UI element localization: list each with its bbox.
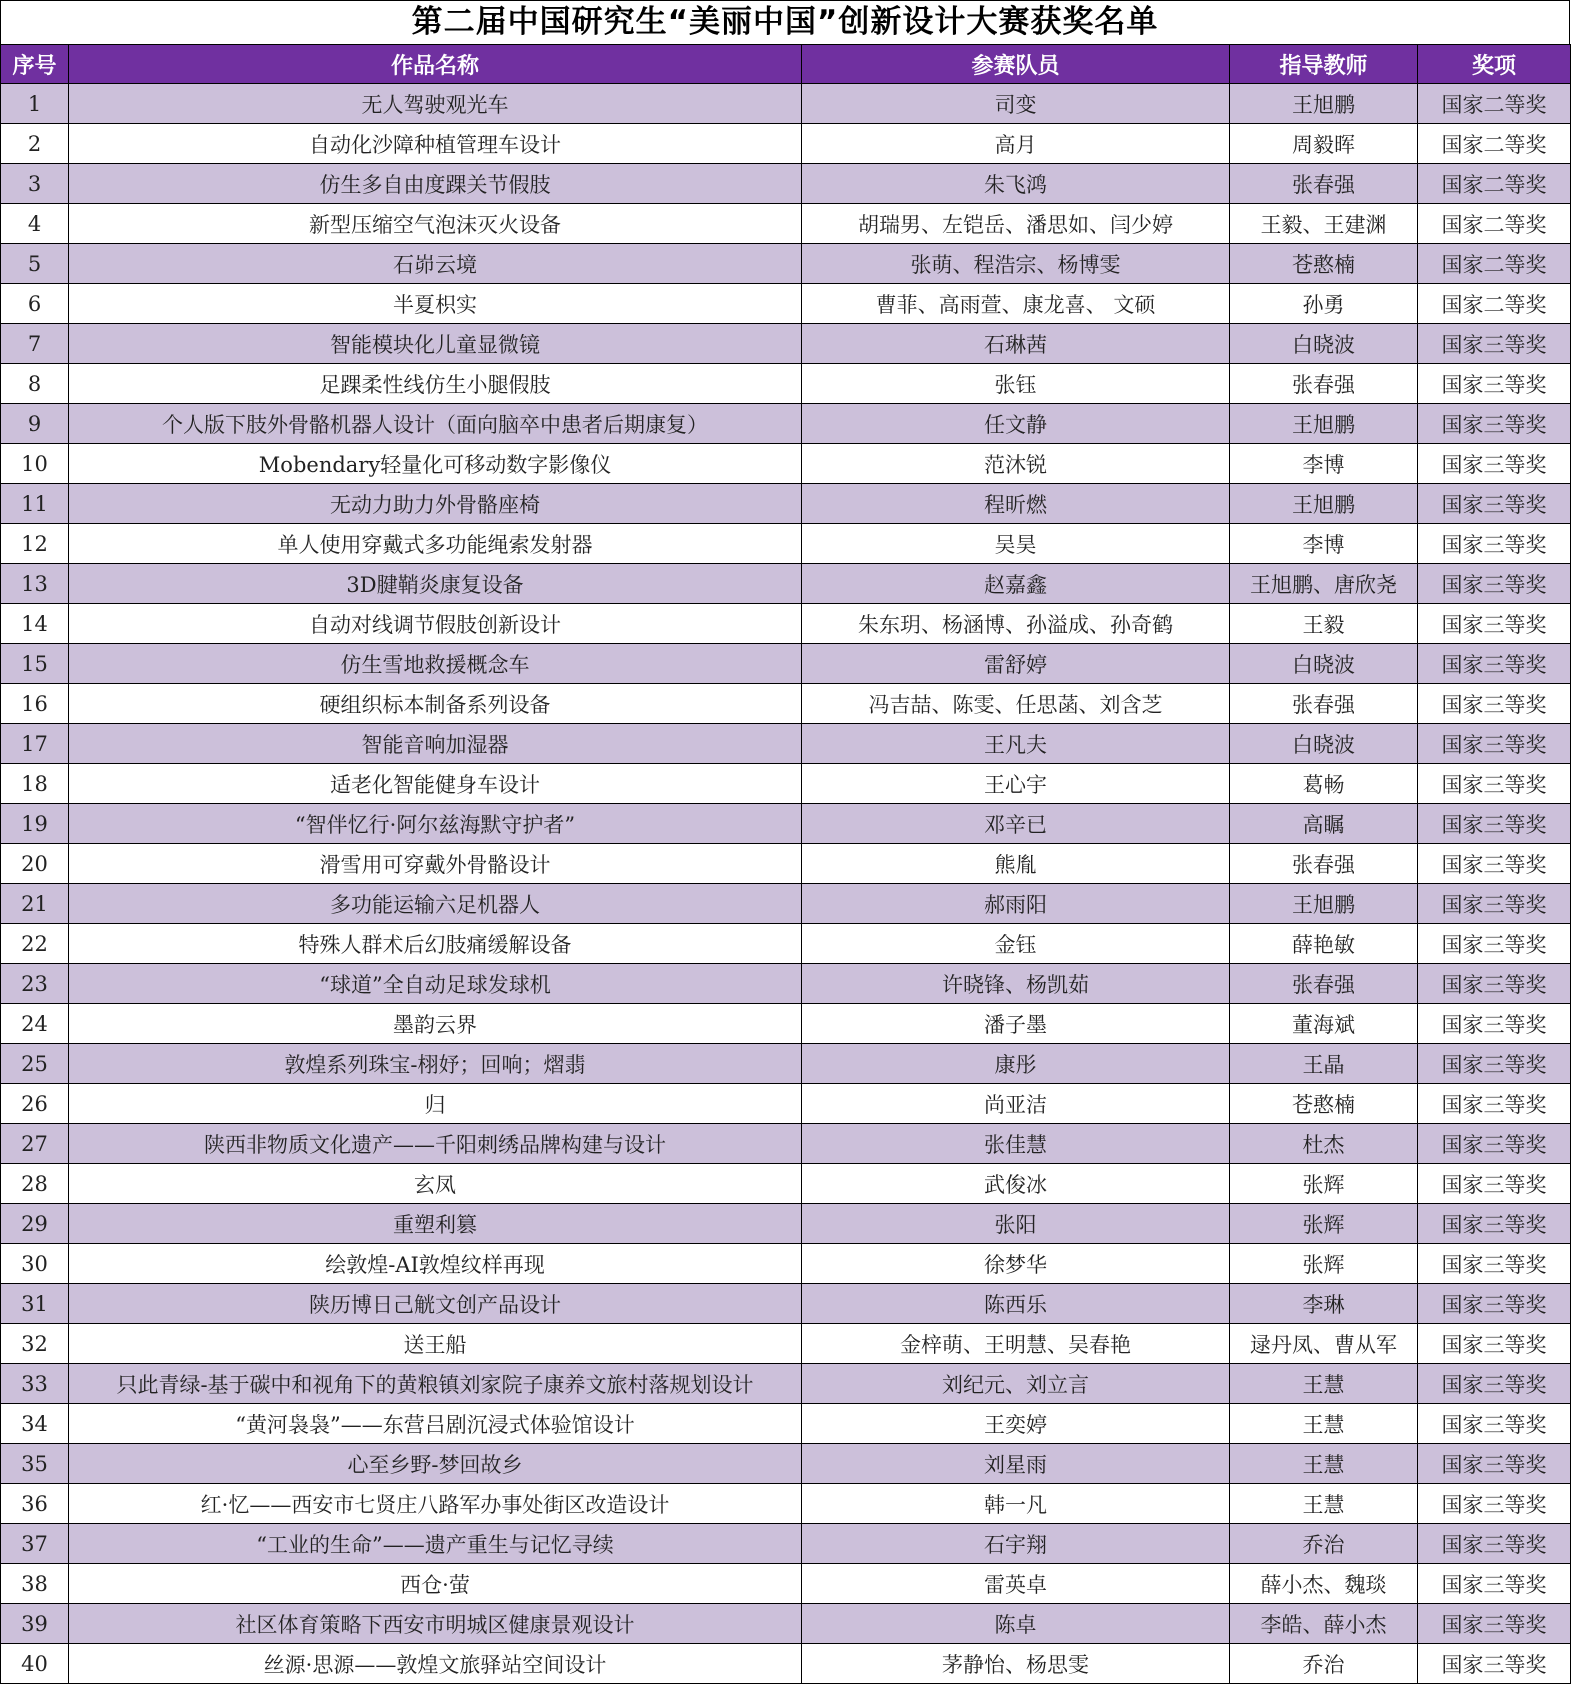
cell-no: 29 <box>1 1204 69 1244</box>
cell-members: 王凡夫 <box>802 724 1230 764</box>
cell-no: 12 <box>1 524 69 564</box>
cell-advisor: 王毅 <box>1230 604 1418 644</box>
cell-advisor: 苍憨楠 <box>1230 1084 1418 1124</box>
cell-award: 国家二等奖 <box>1418 244 1571 284</box>
cell-award: 国家三等奖 <box>1418 644 1571 684</box>
table-row <box>1 1444 1571 1484</box>
cell-advisor: 李琳 <box>1230 1284 1418 1324</box>
table-row <box>1 1644 1571 1684</box>
cell-award: 国家三等奖 <box>1418 1404 1571 1444</box>
cell-work-name: 归 <box>69 1084 802 1124</box>
cell-members: 韩一凡 <box>802 1484 1230 1524</box>
cell-members: 胡瑞男、左铠岳、潘思如、闫少婷 <box>802 204 1230 244</box>
cell-no: 6 <box>1 284 69 324</box>
cell-advisor: 张辉 <box>1230 1244 1418 1284</box>
cell-no: 22 <box>1 924 69 964</box>
table-row <box>1 444 1571 484</box>
cell-work-name: 半夏枳实 <box>69 284 802 324</box>
cell-members: 张佳慧 <box>802 1124 1230 1164</box>
cell-advisor: 李皓、薛小杰 <box>1230 1604 1418 1644</box>
cell-members: 雷英卓 <box>802 1564 1230 1604</box>
cell-work-name: 新型压缩空气泡沫灭火设备 <box>69 204 802 244</box>
cell-work-name: 西仓·萤 <box>69 1564 802 1604</box>
table-row <box>1 964 1571 1004</box>
cell-members: 武俊冰 <box>802 1164 1230 1204</box>
table-row <box>1 644 1571 684</box>
cell-members: 曹菲、高雨萱、康龙喜、 文硕 <box>802 284 1230 324</box>
cell-work-name: 只此青绿-基于碳中和视角下的黄粮镇刘家院子康养文旅村落规划设计 <box>69 1364 802 1404</box>
cell-award: 国家三等奖 <box>1418 444 1571 484</box>
cell-members: 徐梦华 <box>802 1244 1230 1284</box>
sheet-title: 第二届中国研究生“美丽中国”创新设计大赛获奖名单 <box>1 1 1569 45</box>
cell-members: 熊胤 <box>802 844 1230 884</box>
cell-award: 国家二等奖 <box>1418 84 1571 124</box>
cell-award: 国家二等奖 <box>1418 204 1571 244</box>
table-row <box>1 524 1571 564</box>
cell-no: 20 <box>1 844 69 884</box>
cell-work-name: 3D腱鞘炎康复设备 <box>69 564 802 604</box>
cell-advisor: 王慧 <box>1230 1484 1418 1524</box>
table-row <box>1 604 1571 644</box>
cell-advisor: 王旭鹏、唐欣尧 <box>1230 564 1418 604</box>
cell-work-name: 自动化沙障种植管理车设计 <box>69 124 802 164</box>
cell-no: 36 <box>1 1484 69 1524</box>
cell-work-name: 送王船 <box>69 1324 802 1364</box>
cell-members: 康彤 <box>802 1044 1230 1084</box>
cell-members: 石宇翔 <box>802 1524 1230 1564</box>
cell-work-name: 陕历博日己觥文创产品设计 <box>69 1284 802 1324</box>
cell-award: 国家三等奖 <box>1418 1124 1571 1164</box>
cell-award: 国家三等奖 <box>1418 1364 1571 1404</box>
cell-award: 国家三等奖 <box>1418 1084 1571 1124</box>
cell-members: 朱飞鸿 <box>802 164 1230 204</box>
table-row <box>1 1004 1571 1044</box>
cell-work-name: 心至乡野-梦回故乡 <box>69 1444 802 1484</box>
cell-work-name: 玄凤 <box>69 1164 802 1204</box>
cell-advisor: 杜杰 <box>1230 1124 1418 1164</box>
table-row <box>1 564 1571 604</box>
cell-no: 3 <box>1 164 69 204</box>
cell-members: 尚亚洁 <box>802 1084 1230 1124</box>
cell-award: 国家三等奖 <box>1418 1284 1571 1324</box>
cell-members: 金梓萌、王明慧、吴春艳 <box>802 1324 1230 1364</box>
header-advisor: 指导教师 <box>1230 45 1418 84</box>
cell-award: 国家三等奖 <box>1418 1444 1571 1484</box>
table-row <box>1 244 1571 284</box>
cell-members: 范沐锐 <box>802 444 1230 484</box>
cell-no: 39 <box>1 1604 69 1644</box>
cell-work-name: 滑雪用可穿戴外骨骼设计 <box>69 844 802 884</box>
table-row <box>1 1524 1571 1564</box>
cell-members: 郝雨阳 <box>802 884 1230 924</box>
cell-award: 国家三等奖 <box>1418 1004 1571 1044</box>
cell-work-name: “球道”全自动足球发球机 <box>69 964 802 1004</box>
header-award: 奖项 <box>1418 45 1571 84</box>
cell-no: 16 <box>1 684 69 724</box>
cell-advisor: 张春强 <box>1230 164 1418 204</box>
cell-advisor: 张辉 <box>1230 1204 1418 1244</box>
cell-work-name: 绘敦煌-AI敦煌纹样再现 <box>69 1244 802 1284</box>
cell-members: 陈卓 <box>802 1604 1230 1644</box>
cell-advisor: 李博 <box>1230 524 1418 564</box>
cell-no: 5 <box>1 244 69 284</box>
cell-work-name: 硬组织标本制备系列设备 <box>69 684 802 724</box>
cell-advisor: 王慧 <box>1230 1404 1418 1444</box>
table-row <box>1 684 1571 724</box>
cell-no: 24 <box>1 1004 69 1044</box>
cell-award: 国家三等奖 <box>1418 1204 1571 1244</box>
table-row <box>1 1164 1571 1204</box>
cell-work-name: 智能模块化儿童显微镜 <box>69 324 802 364</box>
table-row <box>1 1604 1571 1644</box>
cell-no: 14 <box>1 604 69 644</box>
table-row <box>1 1404 1571 1444</box>
cell-award: 国家三等奖 <box>1418 1324 1571 1364</box>
cell-members: 茅静怡、杨思雯 <box>802 1644 1230 1684</box>
cell-members: 张钰 <box>802 364 1230 404</box>
cell-no: 8 <box>1 364 69 404</box>
cell-advisor: 王晶 <box>1230 1044 1418 1084</box>
cell-no: 38 <box>1 1564 69 1604</box>
cell-no: 19 <box>1 804 69 844</box>
cell-award: 国家三等奖 <box>1418 524 1571 564</box>
table-row <box>1 1124 1571 1164</box>
cell-members: 司变 <box>802 84 1230 124</box>
cell-members: 朱东玥、杨涵博、孙溢成、孙奇鹤 <box>802 604 1230 644</box>
cell-work-name: 石峁云境 <box>69 244 802 284</box>
table-row <box>1 1044 1571 1084</box>
table-row <box>1 404 1571 444</box>
table-row <box>1 844 1571 884</box>
cell-no: 4 <box>1 204 69 244</box>
cell-no: 30 <box>1 1244 69 1284</box>
cell-award: 国家三等奖 <box>1418 484 1571 524</box>
cell-award: 国家三等奖 <box>1418 724 1571 764</box>
cell-work-name: 多功能运输六足机器人 <box>69 884 802 924</box>
cell-members: 陈西乐 <box>802 1284 1230 1324</box>
cell-advisor: 孙勇 <box>1230 284 1418 324</box>
table-row <box>1 1324 1571 1364</box>
cell-award: 国家三等奖 <box>1418 1604 1571 1644</box>
cell-award: 国家三等奖 <box>1418 1484 1571 1524</box>
cell-members: 石琳茜 <box>802 324 1230 364</box>
table-row <box>1 1564 1571 1604</box>
cell-advisor: 周毅晖 <box>1230 124 1418 164</box>
cell-work-name: 无动力助力外骨骼座椅 <box>69 484 802 524</box>
cell-award: 国家三等奖 <box>1418 964 1571 1004</box>
cell-no: 10 <box>1 444 69 484</box>
cell-award: 国家二等奖 <box>1418 284 1571 324</box>
cell-advisor: 李博 <box>1230 444 1418 484</box>
cell-members: 程昕燃 <box>802 484 1230 524</box>
table-row <box>1 924 1571 964</box>
cell-award: 国家三等奖 <box>1418 1644 1571 1684</box>
cell-no: 26 <box>1 1084 69 1124</box>
cell-advisor: 张春强 <box>1230 964 1418 1004</box>
cell-advisor: 王旭鹏 <box>1230 404 1418 444</box>
table-row <box>1 1484 1571 1524</box>
cell-advisor: 张春强 <box>1230 364 1418 404</box>
cell-advisor: 白晓波 <box>1230 724 1418 764</box>
cell-no: 1 <box>1 84 69 124</box>
cell-members: 高月 <box>802 124 1230 164</box>
cell-no: 32 <box>1 1324 69 1364</box>
header-work-name: 作品名称 <box>69 45 802 84</box>
cell-no: 2 <box>1 124 69 164</box>
cell-work-name: “工业的生命”——遗产重生与记忆寻续 <box>69 1524 802 1564</box>
cell-advisor: 苍憨楠 <box>1230 244 1418 284</box>
cell-work-name: 仿生雪地救援概念车 <box>69 644 802 684</box>
table-body <box>1 84 1571 1684</box>
header-no: 序号 <box>1 45 69 84</box>
cell-no: 9 <box>1 404 69 444</box>
cell-advisor: 张春强 <box>1230 684 1418 724</box>
cell-advisor: 王慧 <box>1230 1364 1418 1404</box>
cell-award: 国家三等奖 <box>1418 564 1571 604</box>
cell-award: 国家三等奖 <box>1418 1164 1571 1204</box>
table-row <box>1 1204 1571 1244</box>
cell-work-name: 陕西非物质文化遗产——千阳刺绣品牌构建与设计 <box>69 1124 802 1164</box>
cell-award: 国家三等奖 <box>1418 1244 1571 1284</box>
cell-work-name: 适老化智能健身车设计 <box>69 764 802 804</box>
cell-award: 国家三等奖 <box>1418 884 1571 924</box>
header-members: 参赛队员 <box>802 45 1230 84</box>
table-row <box>1 884 1571 924</box>
cell-award: 国家三等奖 <box>1418 324 1571 364</box>
cell-members: 王心宇 <box>802 764 1230 804</box>
cell-advisor: 薛艳敏 <box>1230 924 1418 964</box>
cell-work-name: 自动对线调节假肢创新设计 <box>69 604 802 644</box>
cell-award: 国家三等奖 <box>1418 1524 1571 1564</box>
award-table <box>0 44 1571 1684</box>
cell-advisor: 王旭鹏 <box>1230 884 1418 924</box>
cell-advisor: 葛畅 <box>1230 764 1418 804</box>
table-row <box>1 204 1571 244</box>
cell-work-name: “黄河袅袅”——东营吕剧沉浸式体验馆设计 <box>69 1404 802 1444</box>
cell-work-name: 红·忆——西安市七贤庄八路军办事处街区改造设计 <box>69 1484 802 1524</box>
cell-members: 赵嘉鑫 <box>802 564 1230 604</box>
cell-work-name: Mobendary轻量化可移动数字影像仪 <box>69 444 802 484</box>
cell-no: 35 <box>1 1444 69 1484</box>
cell-work-name: 敦煌系列珠宝-栩妤；回响；熠翡 <box>69 1044 802 1084</box>
cell-no: 23 <box>1 964 69 1004</box>
cell-advisor: 王旭鹏 <box>1230 84 1418 124</box>
cell-advisor: 王毅、王建渊 <box>1230 204 1418 244</box>
table-row <box>1 1244 1571 1284</box>
cell-award: 国家三等奖 <box>1418 804 1571 844</box>
cell-work-name: 个人版下肢外骨骼机器人设计（面向脑卒中患者后期康复） <box>69 404 802 444</box>
table-row <box>1 804 1571 844</box>
cell-work-name: 无人驾驶观光车 <box>69 84 802 124</box>
cell-award: 国家三等奖 <box>1418 924 1571 964</box>
cell-advisor: 薛小杰、魏琰 <box>1230 1564 1418 1604</box>
table-row <box>1 364 1571 404</box>
cell-award: 国家三等奖 <box>1418 404 1571 444</box>
cell-members: 张阳 <box>802 1204 1230 1244</box>
header-row <box>1 45 1571 84</box>
table-row <box>1 84 1571 124</box>
cell-award: 国家三等奖 <box>1418 844 1571 884</box>
cell-no: 34 <box>1 1404 69 1444</box>
cell-no: 37 <box>1 1524 69 1564</box>
cell-no: 25 <box>1 1044 69 1084</box>
cell-members: 王奕婷 <box>802 1404 1230 1444</box>
cell-advisor: 张春强 <box>1230 844 1418 884</box>
table-row <box>1 324 1571 364</box>
cell-members: 刘星雨 <box>802 1444 1230 1484</box>
cell-no: 28 <box>1 1164 69 1204</box>
cell-members: 许晓锋、杨凯茹 <box>802 964 1230 1004</box>
cell-advisor: 王慧 <box>1230 1444 1418 1484</box>
cell-members: 潘子墨 <box>802 1004 1230 1044</box>
cell-no: 11 <box>1 484 69 524</box>
cell-award: 国家三等奖 <box>1418 604 1571 644</box>
cell-members: 冯吉喆、陈雯、任思菡、刘含芝 <box>802 684 1230 724</box>
cell-members: 金钰 <box>802 924 1230 964</box>
cell-no: 27 <box>1 1124 69 1164</box>
cell-no: 40 <box>1 1644 69 1684</box>
cell-advisor: 董海斌 <box>1230 1004 1418 1044</box>
cell-advisor: 张辉 <box>1230 1164 1418 1204</box>
cell-advisor: 白晓波 <box>1230 324 1418 364</box>
cell-work-name: 足踝柔性线仿生小腿假肢 <box>69 364 802 404</box>
cell-members: 任文静 <box>802 404 1230 444</box>
cell-award: 国家三等奖 <box>1418 764 1571 804</box>
cell-work-name: 墨韵云界 <box>69 1004 802 1044</box>
cell-award: 国家二等奖 <box>1418 164 1571 204</box>
cell-work-name: 特殊人群术后幻肢痛缓解设备 <box>69 924 802 964</box>
table-row <box>1 1084 1571 1124</box>
cell-award: 国家二等奖 <box>1418 124 1571 164</box>
cell-no: 7 <box>1 324 69 364</box>
table-row <box>1 484 1571 524</box>
cell-award: 国家三等奖 <box>1418 684 1571 724</box>
cell-no: 33 <box>1 1364 69 1404</box>
table-row <box>1 764 1571 804</box>
cell-work-name: 社区体育策略下西安市明城区健康景观设计 <box>69 1604 802 1644</box>
cell-award: 国家三等奖 <box>1418 1564 1571 1604</box>
cell-advisor: 白晓波 <box>1230 644 1418 684</box>
cell-advisor: 高瞩 <box>1230 804 1418 844</box>
cell-work-name: “智伴忆行·阿尔兹海默守护者” <box>69 804 802 844</box>
table-row <box>1 164 1571 204</box>
table-row <box>1 1284 1571 1324</box>
cell-no: 15 <box>1 644 69 684</box>
cell-advisor: 乔治 <box>1230 1644 1418 1684</box>
table-row <box>1 124 1571 164</box>
table-row <box>1 284 1571 324</box>
cell-members: 邓辛已 <box>802 804 1230 844</box>
cell-work-name: 重塑利篡 <box>69 1204 802 1244</box>
cell-no: 21 <box>1 884 69 924</box>
cell-advisor: 王旭鹏 <box>1230 484 1418 524</box>
cell-no: 31 <box>1 1284 69 1324</box>
table-row <box>1 724 1571 764</box>
table-row <box>1 1364 1571 1404</box>
cell-members: 张萌、程浩宗、杨博雯 <box>802 244 1230 284</box>
cell-award: 国家三等奖 <box>1418 1044 1571 1084</box>
cell-advisor: 逯丹凤、曹从军 <box>1230 1324 1418 1364</box>
cell-members: 刘纪元、刘立言 <box>802 1364 1230 1404</box>
cell-members: 吴昊 <box>802 524 1230 564</box>
cell-work-name: 丝源·思源——敦煌文旅驿站空间设计 <box>69 1644 802 1684</box>
cell-work-name: 单人使用穿戴式多功能绳索发射器 <box>69 524 802 564</box>
cell-members: 雷舒婷 <box>802 644 1230 684</box>
cell-award: 国家三等奖 <box>1418 364 1571 404</box>
cell-work-name: 仿生多自由度踝关节假肢 <box>69 164 802 204</box>
cell-no: 17 <box>1 724 69 764</box>
cell-work-name: 智能音响加湿器 <box>69 724 802 764</box>
cell-no: 13 <box>1 564 69 604</box>
cell-no: 18 <box>1 764 69 804</box>
cell-advisor: 乔治 <box>1230 1524 1418 1564</box>
